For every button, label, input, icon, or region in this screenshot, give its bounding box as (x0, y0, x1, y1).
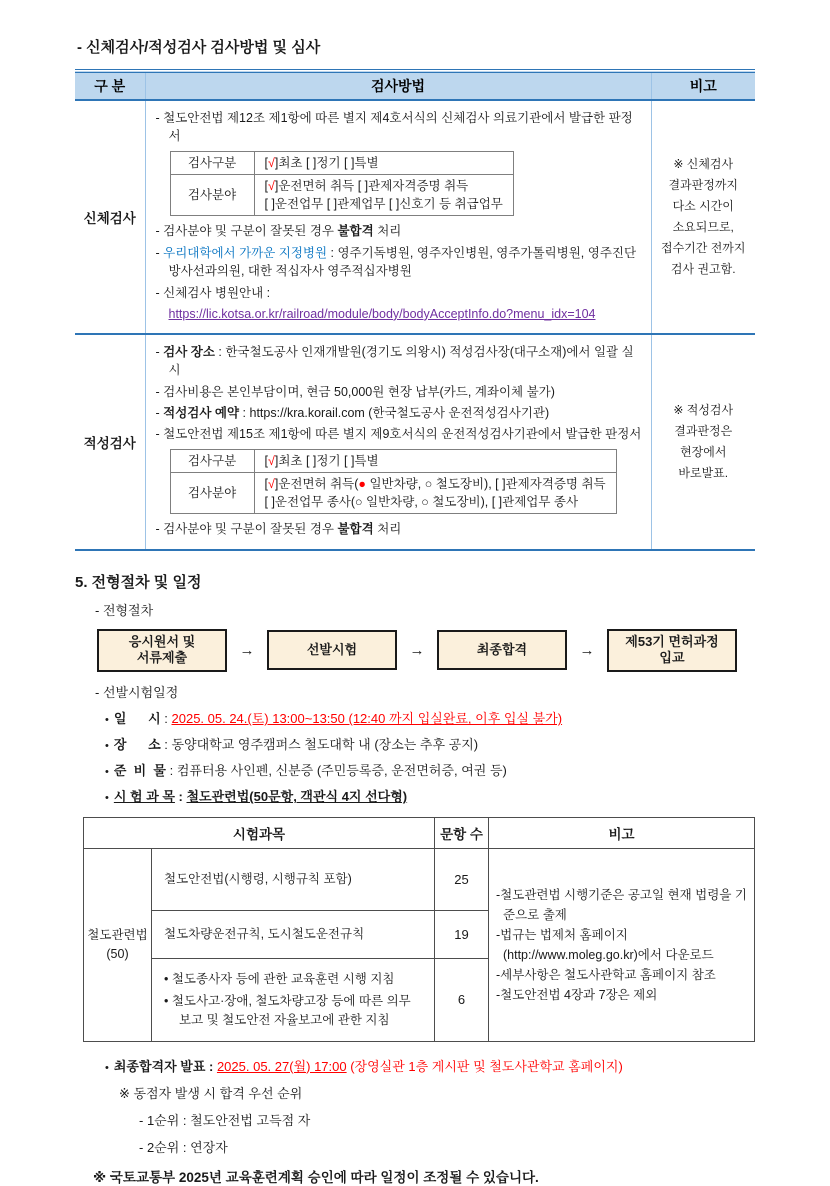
table-row (170, 175, 513, 216)
header-method: 검사방법 (145, 71, 651, 100)
header-remark: 비고 (489, 818, 755, 849)
text: - 검사분야 및 구분이 잘못된 경우 (155, 522, 338, 537)
subject-table-remark-cell (489, 849, 755, 1041)
table-row (170, 473, 616, 514)
check-field-line1 (265, 177, 503, 195)
aptitude-line-place (156, 343, 645, 381)
dash: - (155, 344, 164, 359)
place-emphasis: 검사 장소 (163, 344, 215, 359)
header-subject: 시험과목 (84, 818, 435, 849)
final-pass-announcement (105, 1056, 755, 1075)
check-options: ]운전면허 취득( (274, 477, 359, 491)
final-announce-date: 2025. 05. 27(월) 17:00 (216, 1058, 347, 1074)
schedule-bullet-list (105, 708, 755, 805)
text: : 한국철도공사 인재개발원(경기도 의왕시) 적성검사장(대구소재)에서 일괄 실시 (168, 344, 634, 378)
aptitude-line-certificate: - 철도안전법 제15조 제1항에 따른 별지 제9호서식의 운전적성검사기관에서 발급한 판정서 (155, 427, 642, 442)
separator: : (165, 763, 177, 779)
subject-bullet: • 철도사고·장애, 철도차량고장 등에 따른 의무보고 및 철도안전 자율보고에 관한 지침 (164, 994, 411, 1027)
check-options: ]운전면허 취득 [ ]관제자격증명 취득 (274, 179, 469, 194)
final-announce-place: (장영실관 1층 게시판 및 철도사관학교 홈페이지) (346, 1058, 623, 1074)
final-announce-label: 최종합격자 발표 (113, 1058, 206, 1074)
flow-step-final-pass: 최종합격 (437, 630, 567, 670)
subject-value: 철도관련법(50문항, 객관식 4지 선다형) (186, 789, 408, 805)
section-heading: 5. 전형절차 및 일정 (75, 573, 202, 591)
inspection-method-table (75, 69, 755, 551)
table-row-subject-1 (84, 849, 755, 911)
physical-line-hospital-guide: - 신체검사 병원안내 : (155, 285, 271, 300)
flow-step-entrance: 제53기 면허과정 입교 (607, 629, 737, 673)
check-field-line2: [ ]운전업무 [ ]관제업무 [ ]신호기 등 취급업무 (264, 197, 503, 212)
subject-bullet: • 철도종사자 등에 관한 교육훈련 시행 지침 (164, 972, 395, 987)
aptitude-checkbox-table (170, 449, 617, 514)
tie-rank-1: - 1순위 : 철도안전법 고득점 자 (139, 1112, 311, 1128)
schedule-label: - 선발시험일정 (95, 685, 179, 701)
subject-cell (152, 959, 435, 1041)
flow-step-selection-exam: 선발시험 (267, 630, 397, 670)
bullet-place (105, 734, 755, 753)
check-options: 일반차량, ○ 철도장비), [ ]관제자격증명 취득 (365, 477, 606, 491)
remark-line: -법규는 법제처 홈페이지 (http://www.moleg.go.kr)에서 다운로드 (496, 927, 714, 962)
subject-label: 시 험 과 목 (113, 789, 175, 805)
bracket: [ (264, 477, 268, 491)
check-category-label: 검사구분 (170, 152, 254, 175)
remark-line: -철도안전법 4장과 7장은 제외 (496, 987, 658, 1002)
bullet-icon: • (105, 792, 109, 805)
place-value: 동양대학교 영주캠퍼스 철도대학 내 (장소는 추후 공지) (171, 737, 479, 753)
procedure-label: - 전형절차 (95, 602, 154, 618)
check-field-value (254, 473, 616, 514)
check-options: ]최초 [ ]정기 [ ]특별 (274, 453, 379, 468)
bracket: [ (264, 156, 268, 170)
checkmark-icon: √ (267, 477, 275, 491)
check-category-value (254, 152, 513, 175)
table-row (170, 152, 513, 175)
bullet-subject (105, 786, 755, 805)
check-field-value (254, 175, 513, 216)
physical-checkbox-table (170, 151, 514, 216)
flow-step-application: 응시원서 및 서류제출 (97, 629, 227, 673)
question-count-cell: 25 (435, 849, 489, 911)
tie-rank-2: - 2순위 : 연장자 (139, 1139, 228, 1155)
separator: : (205, 1058, 217, 1074)
bullet-icon: • (105, 1061, 109, 1074)
text: 처리 (373, 224, 402, 239)
check-category-label: 검사구분 (170, 449, 254, 472)
header-category: 구 분 (75, 71, 145, 100)
separator: : (160, 737, 172, 753)
checkmark-icon: √ (267, 453, 275, 468)
fail-emphasis: 불합격 (337, 224, 374, 239)
checkmark-icon: √ (267, 156, 275, 170)
physical-line-certificate: - 철도안전법 제12조 제1항에 따른 별지 제4호서식의 신체검사 의료기관에서 발급한 판정서 (155, 110, 633, 144)
separator: : (174, 789, 187, 805)
aptitude-exam-method-cell (145, 334, 651, 549)
check-field-label: 검사분야 (170, 175, 254, 216)
schedule-change-note: ※ 국토교통부 2025년 교육훈련계획 승인에 따라 일정이 조정될 수 있습니다. (93, 1169, 539, 1185)
check-options: ]최초 [ ]정기 [ ]특별 (274, 156, 379, 170)
hospital-list: : 영주기독병원, 영주자인병원, 영주가톨릭병원, 영주진단방사선과의원, 대한 적십자사 영주적십자병원 (168, 245, 637, 279)
hospital-info-link[interactable]: https://lic.kotsa.or.kr/railroad/module/body/bodyAcceptInfo.do?menu_idx=104 (168, 306, 596, 321)
physical-exam-remark: ※ 신체검사 결과판정까지 다소 시간이 소요되므로, 접수기간 전까지 검사 권고함. (651, 100, 755, 334)
dash: - (155, 405, 164, 420)
check-field-label: 검사분야 (170, 473, 254, 514)
header-remark: 비고 (651, 71, 755, 100)
table-row-aptitude-exam (75, 334, 755, 549)
physical-exam-label: 신체검사 (75, 100, 145, 334)
aptitude-exam-label: 적성검사 (75, 334, 145, 549)
physical-line-fail (156, 222, 645, 241)
check-field-line2: [ ]운전업무 종사(○ 일반차량, ○ 철도장비), [ ]관제업무 종사 (264, 495, 579, 510)
bullet-date (105, 708, 755, 727)
dash: - (155, 245, 164, 260)
question-count-cell: 6 (435, 959, 489, 1041)
designated-hospital-emphasis: 우리대학에서 가까운 지정병원 (163, 245, 328, 260)
fail-emphasis: 불합격 (337, 522, 374, 537)
exam-subject-table (83, 817, 755, 1041)
aptitude-line-fee: - 검사비용은 본인부담이며, 현금 50,000원 현장 납부(카드, 계좌이체 불가) (155, 384, 555, 399)
text: - 검사분야 및 구분이 잘못된 경우 (155, 224, 338, 239)
check-field-line1 (265, 475, 606, 493)
date-value: 2025. 05. 24.(토) 13:00~13:50 (12:40 까지 입실완료, 이후 입실 불가) (171, 711, 563, 727)
aptitude-line-fail (156, 520, 645, 539)
items-label: 준 비 물 (113, 763, 166, 779)
check-category-value (254, 449, 616, 472)
subject-cell: 철도차량운전규칙, 도시철도운전규칙 (152, 911, 435, 959)
physical-line-link (156, 305, 645, 324)
text: : https://kra.korail.com (한국철도공사 운전적성검사기관) (239, 405, 550, 420)
bullet-items (105, 760, 755, 779)
place-label: 장 소 (113, 737, 161, 753)
separator: : (160, 711, 172, 727)
procedure-flow-diagram (97, 629, 755, 673)
aptitude-exam-remark: ※ 적성검사 결과판정은 현장에서 바로발표. (651, 334, 755, 549)
items-value: 컴퓨터용 사인펜, 신분증 (주민등록증, 운전면허증, 여권 등) (176, 763, 507, 779)
inspection-table-header-row (75, 71, 755, 100)
subject-group-label: 철도관련법 (50) (84, 849, 152, 1041)
tie-breaker-note: ※ 동점자 발생 시 합격 우선 순위 (119, 1085, 303, 1101)
table-row (170, 449, 616, 472)
page-title: - 신체검사/적성검사 검사방법 및 심사 (77, 39, 321, 56)
aptitude-line-reservation (156, 404, 645, 423)
arrow-right-icon: → (409, 641, 425, 659)
header-question-count: 문항 수 (435, 818, 489, 849)
remark-line: -세부사항은 철도사관학교 홈페이지 참조 (496, 967, 716, 982)
bracket: [ (264, 179, 268, 194)
subject-cell: 철도안전법(시행령, 시행규칙 포함) (152, 849, 435, 911)
bullet-icon: • (105, 714, 109, 727)
arrow-right-icon: → (579, 641, 595, 659)
checkmark-icon: √ (267, 179, 275, 194)
bracket: [ (264, 453, 268, 468)
footer-section (75, 1056, 755, 1186)
physical-exam-method-cell (145, 100, 651, 334)
filled-circle-icon: ● (358, 477, 366, 491)
date-label: 일 시 (113, 711, 161, 727)
question-count-cell: 19 (435, 911, 489, 959)
bullet-icon: • (105, 740, 109, 753)
text: 처리 (373, 522, 402, 537)
reservation-emphasis: 적성검사 예약 (163, 405, 240, 420)
physical-line-hospitals (156, 244, 645, 282)
remark-line: -철도관련법 시행기준은 공고일 현재 법령을 기준으로 출제 (496, 887, 747, 922)
bullet-icon: • (105, 766, 109, 779)
arrow-right-icon: → (239, 641, 255, 659)
subject-table-header-row (84, 818, 755, 849)
table-row-physical-exam (75, 100, 755, 334)
